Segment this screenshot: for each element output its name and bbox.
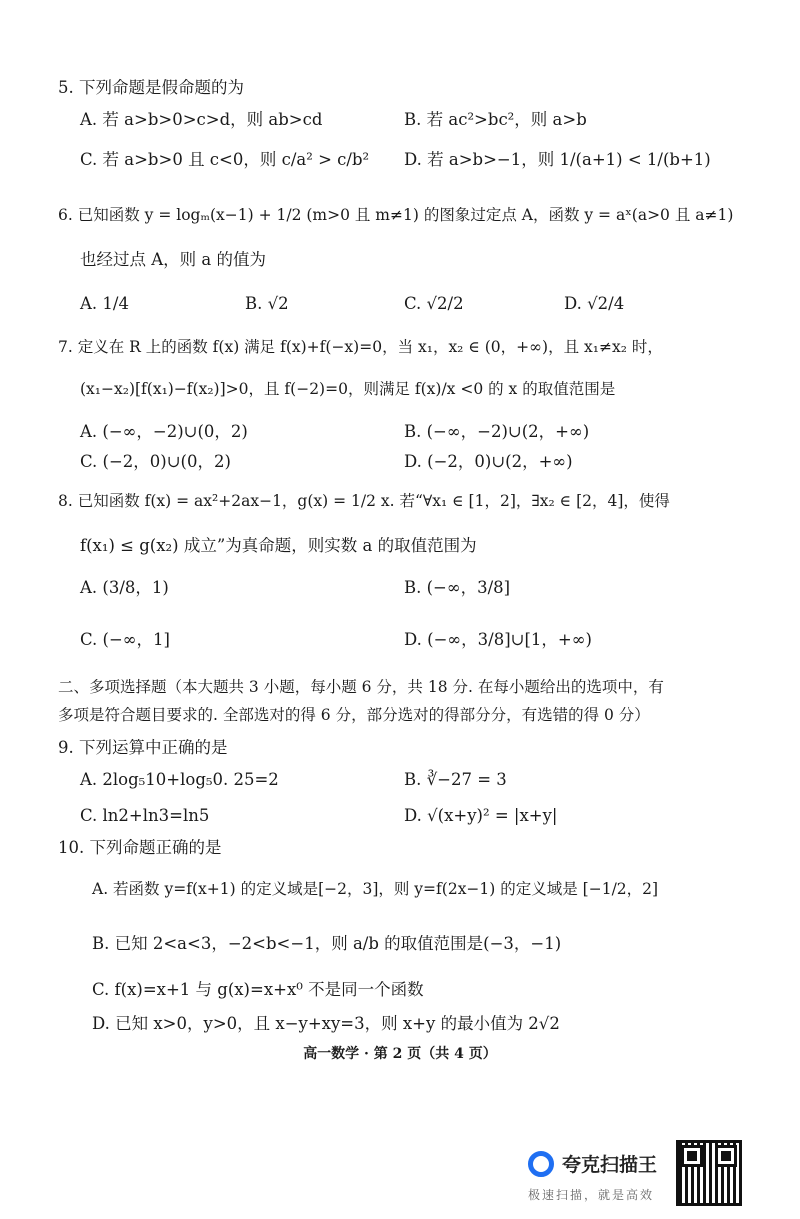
q6-stem-line1: 6. 已知函数 y = logₘ(x−1) + 1/2 (m>0 且 m≠1) 的图象过定点 A，函数 y = aˣ(a>0 且 a≠1) [58,206,734,224]
q9-option-c: C. ln2+ln3=ln5 [80,806,210,825]
q6-option-d: D. √2/4 [564,294,625,313]
q8-option-d: D. (−∞，3/8]∪[1，+∞) [404,630,592,649]
scanner-logo-icon [528,1151,554,1177]
q8-option-c: C. (−∞，1] [80,630,170,649]
q10-option-a: A. 若函数 y=f(x+1) 的定义域是[−2，3]，则 y=f(2x−1) 的定义域是 [−1/2，2] [92,880,659,898]
q7-option-a: A. (−∞，−2)∪(0，2) [80,422,248,441]
qr-code-icon [676,1140,742,1206]
section2-header-line2: 多项是符合题目要求的. 全部选对的得 6 分，部分选对的得部分分，有选错的得 0 分） [58,706,650,724]
q9-option-a: A. 2log₅10+log₅0. 25=2 [80,770,279,789]
q5-option-a: A. 若 a>b>0>c>d，则 ab>cd [80,110,323,129]
q9-option-d: D. √(x+y)² = |x+y| [404,806,558,825]
q6-stem-line2: 也经过点 A，则 a 的值为 [80,250,266,269]
q8-stem-line1: 8. 已知函数 f(x) = ax²+2ax−1，g(x) = 1/2 x. 若“∀x₁ ∈ [1，2]，∃x₂ ∈ [2，4]，使得 [58,492,670,510]
q10-option-b: B. 已知 2<a<3，−2<b<−1，则 a/b 的取值范围是(−3，−1) [92,934,562,953]
q7-stem-line2: (x₁−x₂)[f(x₁)−f(x₂)]>0，且 f(−2)=0，则满足 f(x)/x <0 的 x 的取值范围是 [80,380,616,398]
scanner-brand-name: 夸克扫描王 [562,1154,658,1176]
q6-option-b: B. √2 [245,294,289,313]
scanner-watermark [528,1150,657,1177]
q5-option-d: D. 若 a>b>−1，则 1/(a+1) < 1/(b+1) [404,150,711,169]
q7-option-c: C. (−2，0)∪(0，2) [80,452,231,471]
q10-stem: 10. 下列命题正确的是 [58,838,222,857]
page-footer: 高一数学 · 第 2 页（共 4 页） [303,1046,497,1062]
q10-option-d: D. 已知 x>0，y>0，且 x−y+xy=3，则 x+y 的最小值为 2√2 [92,1014,560,1033]
q6-option-c: C. √2/2 [404,294,464,313]
q5-option-c: C. 若 a>b>0 且 c<0，则 c/a² > c/b² [80,150,370,169]
q7-option-b: B. (−∞，−2)∪(2，+∞) [404,422,590,441]
q9-stem: 9. 下列运算中正确的是 [58,738,228,757]
q5-option-b: B. 若 ac²>bc²，则 a>b [404,110,587,129]
q8-option-a: A. (3/8，1) [80,578,169,597]
q5-stem: 5. 下列命题是假命题的为 [58,78,244,97]
section2-header-line1: 二、多项选择题（本大题共 3 小题，每小题 6 分，共 18 分. 在每小题给出的选项中，有 [58,678,664,696]
scanner-slogan: 极速扫描，就是高效 [528,1188,655,1202]
q8-option-b: B. (−∞，3/8] [404,578,511,597]
q7-stem-line1: 7. 定义在 R 上的函数 f(x) 满足 f(x)+f(−x)=0，当 x₁，x₂ ∈ (0，+∞)，且 x₁≠x₂ 时， [58,338,663,356]
q8-stem-line2: f(x₁) ≤ g(x₂) 成立”为真命题，则实数 a 的取值范围为 [80,536,477,555]
q10-option-c: C. f(x)=x+1 与 g(x)=x+x⁰ 不是同一个函数 [92,980,424,999]
q6-option-a: A. 1/4 [80,294,129,313]
q9-option-b: B. ∛−27 = 3 [404,770,507,789]
q7-option-d: D. (−2，0)∪(2，+∞) [404,452,573,471]
